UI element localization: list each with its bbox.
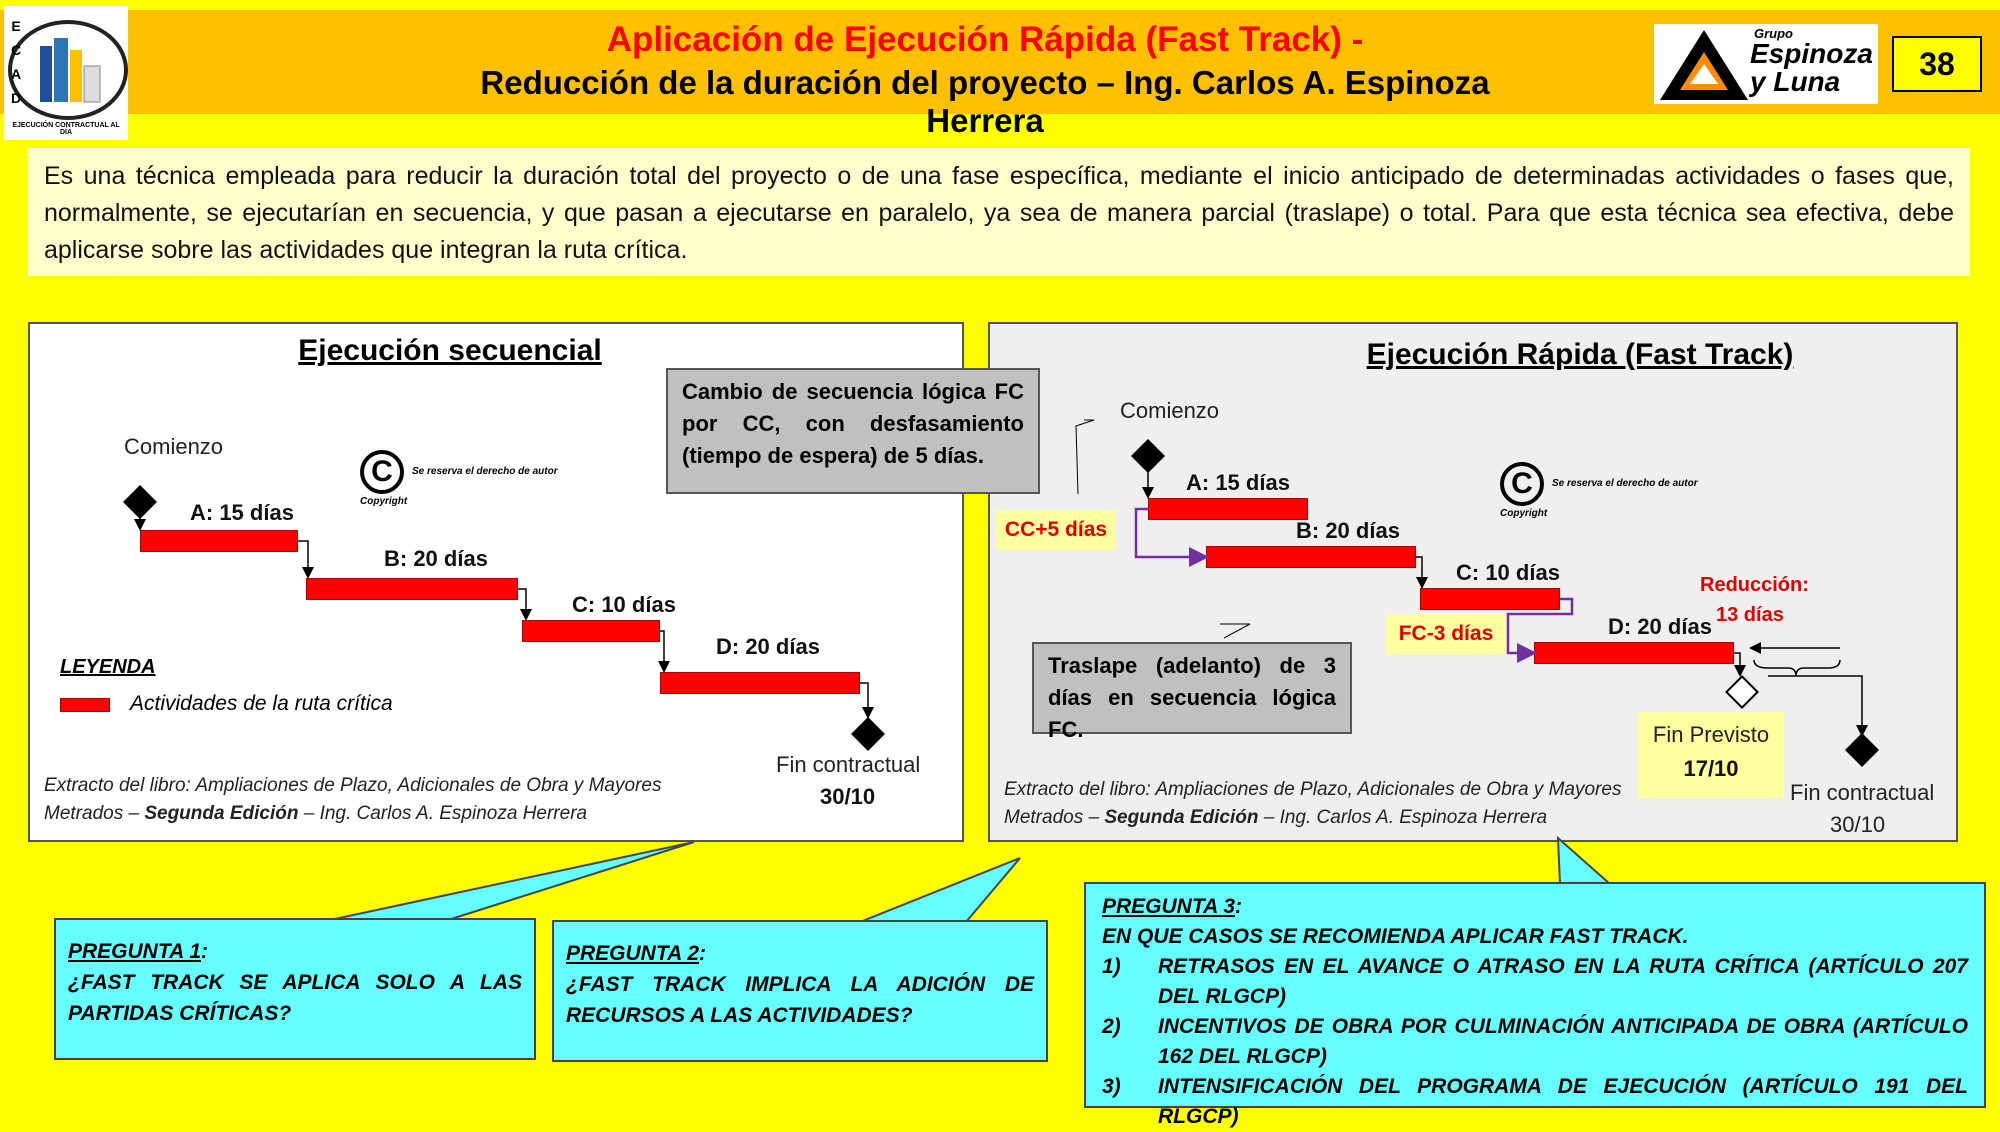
start-label: Comienzo	[124, 434, 224, 459]
logo-small-text: Grupo	[1754, 26, 1793, 41]
title-line2: Reducción de la duración del proyecto – Ing. Carlos A. Espinoza Herrera	[480, 64, 1490, 139]
extract-text: Extracto del libro: Ampliaciones de Plazo, Adicionales de Obra y Mayores Metrados –	[44, 775, 662, 824]
question-2-title: PREGUNTA 2	[566, 942, 700, 965]
list-text: RETRASOS EN EL AVANCE O ATRASO EN LA RUTA CRÍTICA (ARTÍCULO 207 DEL RLGCP)	[1158, 955, 1968, 1008]
list-item	[1102, 1012, 1968, 1072]
end-date: 30/10	[1830, 812, 1886, 837]
list-number: 1)	[1102, 955, 1121, 978]
activity-label-a: A: 15 días	[1186, 470, 1290, 495]
end-label: Fin contractual	[1790, 780, 1935, 805]
end-date: 30/10	[820, 784, 876, 809]
list-item	[1102, 1072, 1968, 1132]
reduction-value: 13 días	[1716, 604, 1784, 626]
ecad-caption: EJECUCIÓN CONTRACTUAL AL DÍA	[12, 122, 120, 136]
fast-track-title: Ejecución Rápida (Fast Track)	[1366, 338, 1794, 371]
question-3-title: PREGUNTA 3	[1102, 895, 1236, 918]
activity-label-a: A: 15 días	[190, 500, 294, 525]
copyright-icon: C	[1500, 462, 1544, 506]
question-1-text: ¿FAST TRACK SE APLICA SOLO A LAS PARTIDAS CRÍTICAS?	[68, 971, 522, 1025]
activity-label-d: D: 20 días	[716, 634, 820, 659]
fc-lead-tag: FC-3 días	[1386, 614, 1506, 654]
question-3-box: PREGUNTA 3: EN QUE CASOS SE RECOMIENDA APLICAR FAST TRACK. 1) RETRASOS EN EL AVANCE O ATRASO EN LA RUTA CRÍTICA (ARTÍCULO 207 DEL RLGCP) 2) INCENTIVOS DE OBRA POR CULMINACIÓN ANTICIPADA DE OBRA (ARTÍCULO 162 DEL RLGCP) 3) INTENSIFICACIÓN DEL PROGRAMA DE EJECUCIÓN (ARTÍCULO 191 DEL RLGCP)	[1084, 882, 1986, 1108]
question-3-list	[1102, 952, 1968, 1132]
sequential-title: Ejecución secuencial	[298, 334, 602, 367]
question-2-box: PREGUNTA 2: ¿FAST TRACK IMPLICA LA ADICIÓN DE RECURSOS A LAS ACTIVIDADES?	[552, 920, 1048, 1062]
list-number: 3)	[1102, 1075, 1121, 1098]
end-label: Fin contractual	[776, 752, 921, 777]
activity-label-d: D: 20 días	[1608, 614, 1712, 639]
copyright-label: Copyright	[360, 496, 408, 507]
ecad-letter: C	[10, 42, 22, 58]
activity-label-c: C: 10 días	[572, 592, 676, 617]
legend-title: LEYENDA	[60, 656, 156, 678]
planned-end-label: Fin Previsto	[1652, 722, 1770, 747]
extract-author: – Ing. Carlos A. Espinoza Herrera	[1258, 807, 1548, 828]
list-text: INCENTIVOS DE OBRA POR CULMINACIÓN ANTICIPADA DE OBRA (ARTÍCULO 162 DEL RLGCP)	[1158, 1015, 1968, 1068]
extract-author: – Ing. Carlos A. Espinoza Herrera	[298, 803, 588, 824]
copyright-text: Se reserva el derecho de autor	[1552, 478, 1698, 489]
ecad-letter: A	[10, 66, 22, 82]
reduction-label: Reducción:	[1700, 574, 1809, 596]
planned-end-date: 17/10	[1683, 756, 1739, 781]
copyright-text: Se reserva el derecho de autor	[412, 466, 558, 477]
start-label: Comienzo	[1120, 398, 1220, 423]
copyright-icon: C	[360, 450, 404, 494]
logo-line2: y Luna	[1750, 66, 1841, 97]
activity-label-b: B: 20 días	[1296, 518, 1400, 543]
fc-overlap-callout: Traslape (adelanto) de 3 días en secuencia lógica FC.	[1032, 642, 1352, 734]
activity-label-b: B: 20 días	[384, 546, 488, 571]
question-2-text: ¿FAST TRACK IMPLICA LA ADICIÓN DE RECURSOS A LAS ACTIVIDADES?	[566, 973, 1034, 1027]
ecad-letter: D	[10, 90, 22, 106]
question-3-intro: EN QUE CASOS SE RECOMIENDA APLICAR FAST TRACK.	[1102, 925, 1689, 948]
title-line1: Aplicación de Ejecución Rápida (Fast Track) -	[606, 20, 1364, 59]
cc-change-callout: Cambio de secuencia lógica FC por CC, con desfasamiento (tiempo de espera) de 5 días.	[666, 368, 1040, 494]
copyright-label: Copyright	[1500, 508, 1548, 519]
question-1-title: PREGUNTA 1	[68, 940, 202, 963]
list-text: INTENSIFICACIÓN DEL PROGRAMA DE EJECUCIÓN (ARTÍCULO 191 DEL RLGCP)	[1158, 1075, 1968, 1128]
extract-edition: Segunda Edición	[144, 803, 299, 824]
list-item	[1102, 952, 1968, 1012]
ecad-letter: E	[11, 18, 21, 34]
logo-line1: Espinoza	[1750, 38, 1873, 69]
page-number: 38	[1892, 36, 1982, 92]
legend-item-label: Actividades de la ruta crítica	[130, 692, 393, 715]
activity-label-c: C: 10 días	[1456, 560, 1560, 585]
list-number: 2)	[1102, 1015, 1121, 1038]
extract-text: Extracto del libro: Ampliaciones de Plazo, Adicionales de Obra y Mayores Metrados –	[1004, 779, 1622, 828]
intro-text: Es una técnica empleada para reducir la duración total del proyecto o de una fase específica, mediante el inicio anticipado de determinadas actividades o fases que, normalmente, se ejecutarían en secuencia, y que pasan a ejecutarse en paralelo, ya sea de manera parcial (traslape) o total. Para que esta técnica sea efectiva, debe aplicarse sobre las actividades que integran la ruta crítica.	[28, 148, 1970, 276]
question-1-box: PREGUNTA 1: ¿FAST TRACK SE APLICA SOLO A LAS PARTIDAS CRÍTICAS?	[54, 918, 536, 1060]
cc-lag-tag: CC+5 días	[996, 510, 1116, 550]
extract-edition: Segunda Edición	[1104, 807, 1259, 828]
